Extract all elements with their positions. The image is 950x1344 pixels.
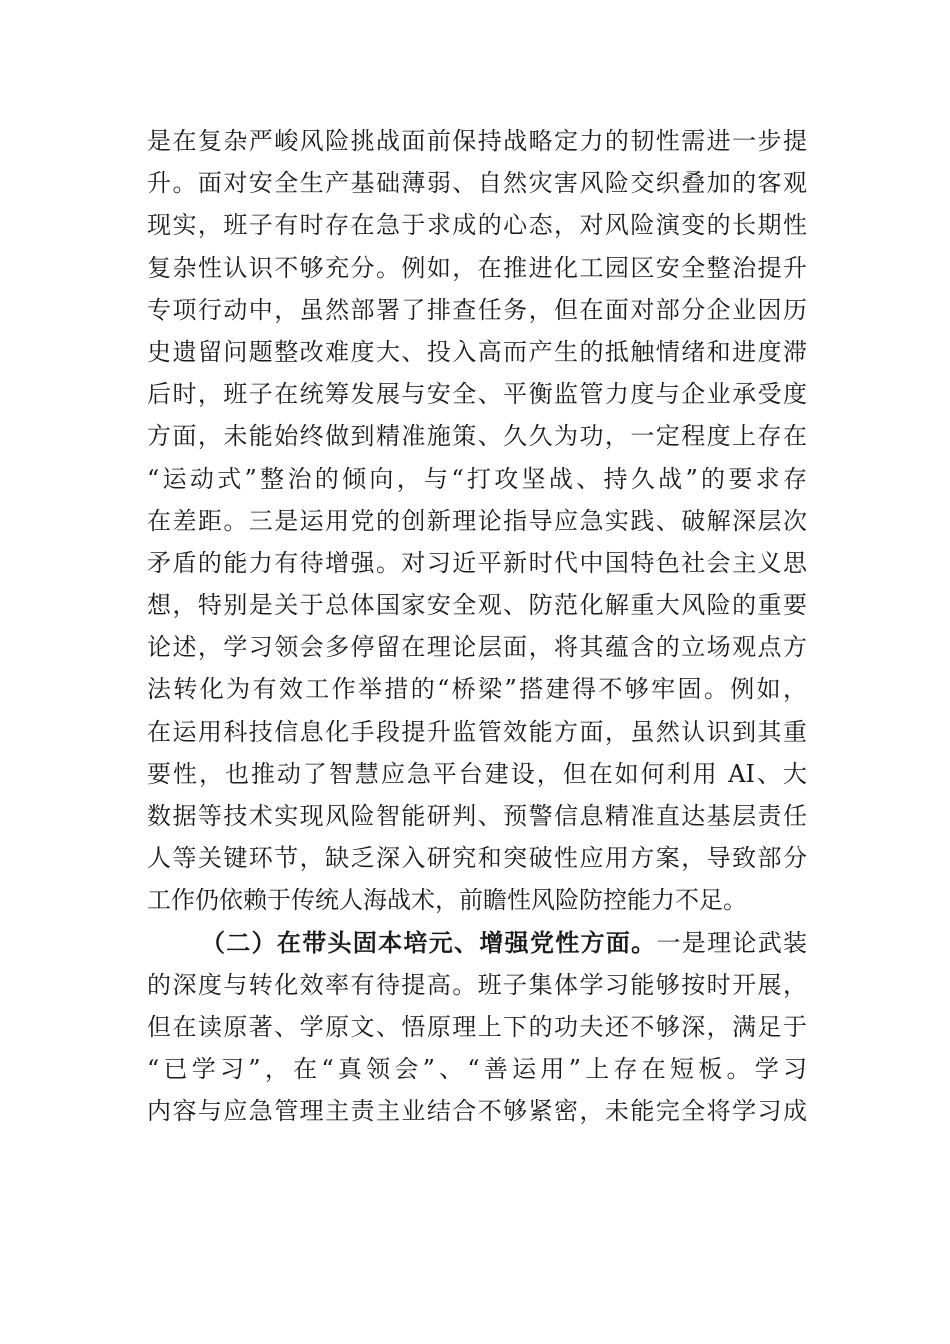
- text-line: 矛盾的能力有待增强。对习近平新时代中国特色社会主义思: [147, 548, 807, 577]
- text-line: 后时，班子在统筹发展与安全、平衡监管力度与企业承受度: [147, 380, 807, 409]
- text-line: 方面，未能始终做到精准施策、久久为功，一定程度上存在: [147, 422, 807, 451]
- body-text: [147, 120, 807, 1133]
- text-line: 要性，也推动了智慧应急平台建设，但在如何利用 AI、大: [147, 759, 807, 788]
- text-line: 在差距。三是运用党的创新理论指导应急实践、破解深层次: [147, 506, 807, 535]
- text-line: “已学习”，在“真领会”、“善运用”上存在短板。学习: [147, 1055, 807, 1084]
- text-line: 在运用科技信息化手段提升监管效能方面，虽然认识到其重: [147, 717, 807, 746]
- paragraph-text: 一是理论武装: [656, 928, 808, 957]
- text-line: 数据等技术实现风险智能研判、预警信息精准直达基层责任: [147, 802, 807, 830]
- text-line: 的深度与转化效率有待提高。班子集体学习能够按时开展，: [147, 970, 807, 999]
- text-line: 但在读原著、学原文、悟原理上下的功夫还不够深，满足于: [147, 1012, 807, 1041]
- text-line: 是在复杂严峻风险挑战面前保持战略定力的韧性需进一步提: [147, 127, 807, 155]
- text-line: 专项行动中，虽然部署了排查任务，但在面对部分企业因历: [147, 295, 807, 324]
- text-line: 内容与应急管理主责主业结合不够紧密，未能完全将学习成: [147, 1097, 807, 1126]
- text-line: 人等关键环节，缺乏深入研究和突破性应用方案，导致部分: [147, 844, 807, 873]
- text-line: 现实，班子有时存在急于求成的心态，对风险演变的长期性: [147, 211, 807, 240]
- paragraph-first-line: [147, 922, 807, 964]
- text-line: 工作仍依赖于传统人海战术，前瞻性风险防控能力不足。: [147, 886, 747, 915]
- text-line: 论述，学习领会多停留在理论层面，将其蕴含的立场观点方: [147, 633, 807, 662]
- text-line: 法转化为有效工作举措的“桥梁”搭建得不够牢固。例如，: [147, 675, 807, 704]
- text-line: 升。面对安全生产基础薄弱、自然灾害风险交织叠加的客观: [147, 169, 807, 198]
- section-heading: （二）在带头固本培元、增强党性方面。: [201, 927, 657, 957]
- text-line: 复杂性认识不够充分。例如，在推进化工园区安全整治提升: [147, 253, 807, 282]
- text-line: 想，特别是关于总体国家安全观、防范化解重大风险的重要: [147, 591, 807, 620]
- text-line: 史遗留问题整改难度大、投入高而产生的抵触情绪和进度滞: [147, 337, 807, 366]
- text-line: “运动式”整治的倾向，与“打攻坚战、持久战”的要求存: [147, 464, 807, 493]
